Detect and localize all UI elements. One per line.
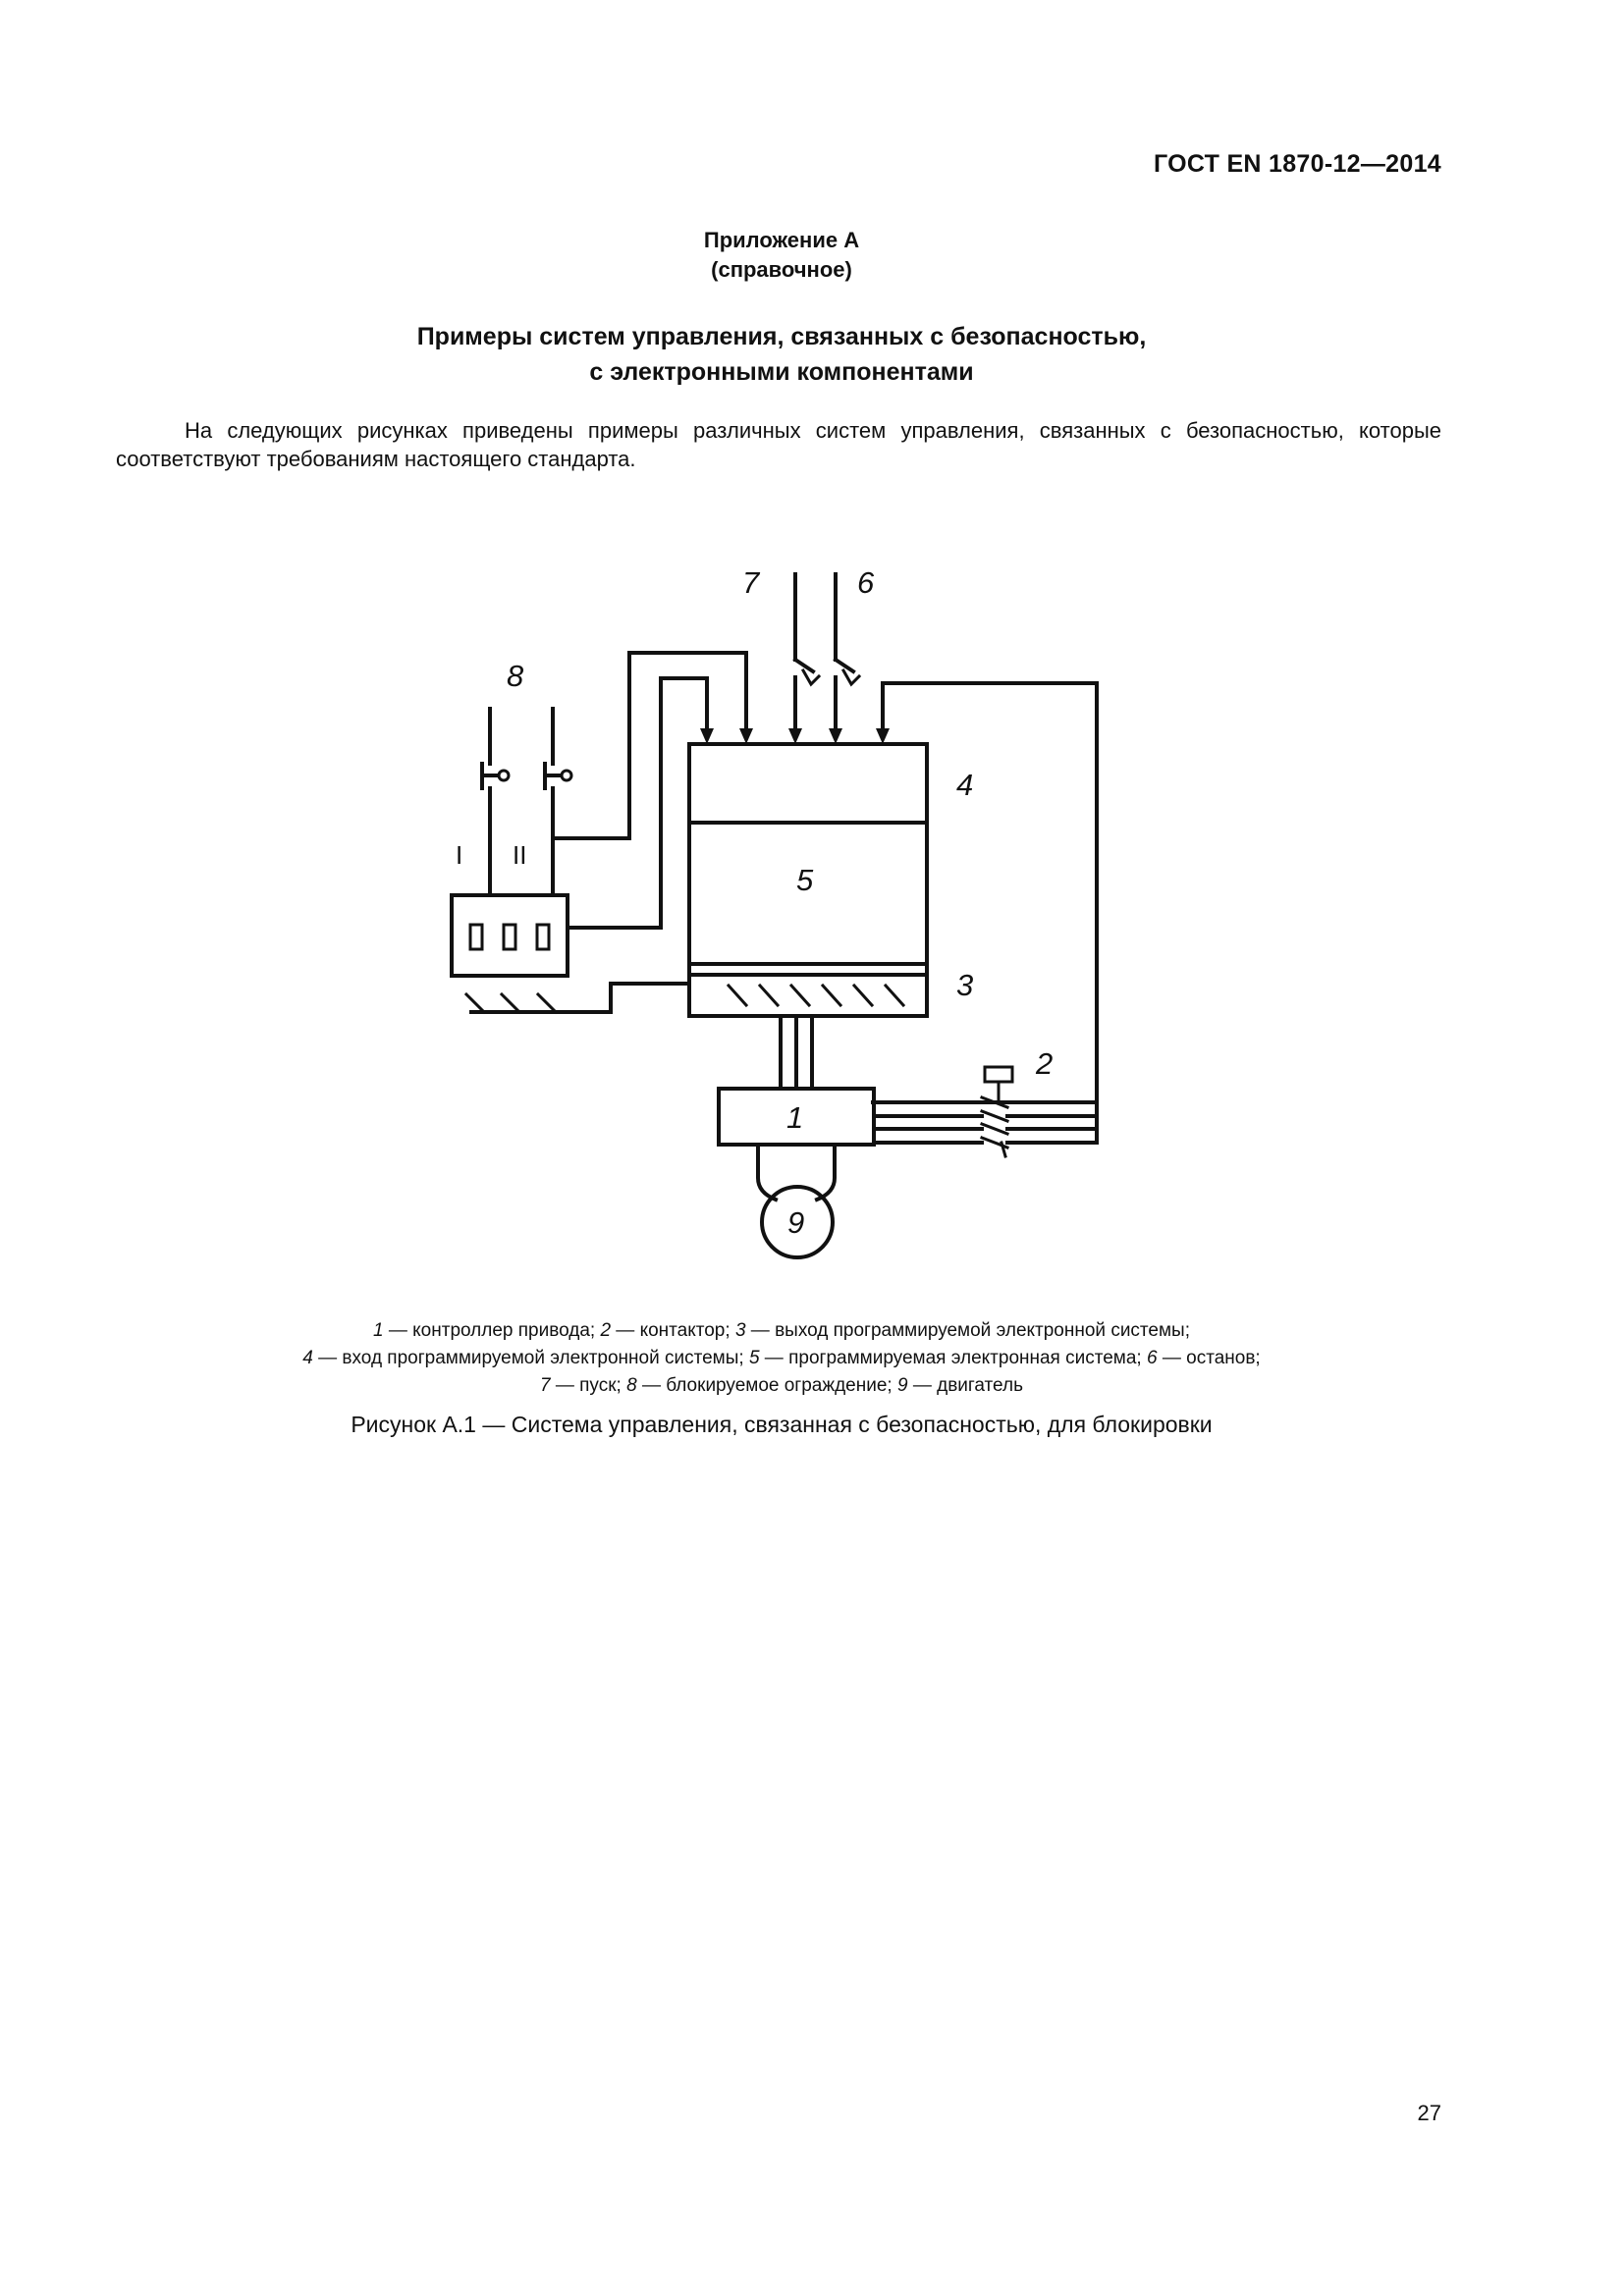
legend-num-9: 9: [896, 1375, 908, 1396]
section-title-line1: Примеры систем управления, связанных с безопасностью,: [416, 323, 1147, 350]
legend-num-5: 5: [748, 1348, 760, 1368]
label-5: 5: [796, 863, 814, 897]
legend-num-1: 1: [373, 1320, 384, 1341]
label-roman-2: II: [513, 840, 527, 870]
legend-num-4: 4: [302, 1348, 313, 1368]
motor-connection-left: [758, 1145, 776, 1200]
arrow-start: [788, 728, 802, 744]
label-7: 7: [742, 565, 760, 600]
legend-num-6: 6: [1147, 1348, 1158, 1368]
contactor-switches: [982, 1097, 1007, 1156]
legend-line-1: [0, 1317, 1563, 1345]
legend-text-8: — блокируемое ограждение;: [636, 1375, 897, 1396]
relay-coil-2: [504, 925, 515, 949]
guard-button-2-contact: [562, 771, 571, 780]
relay-coil-1: [470, 925, 482, 949]
guard-wire-2: [571, 678, 707, 928]
label-1: 1: [786, 1100, 804, 1135]
appendix-title: Приложение А: [703, 228, 860, 252]
figure-legend: [0, 1317, 1563, 1400]
arrow-stop: [829, 728, 842, 744]
output-hatching: [729, 986, 903, 1005]
legend-num-7: 7: [540, 1375, 551, 1396]
stop-break-mark: [843, 670, 859, 684]
label-6: 6: [857, 565, 875, 600]
relay-coil-3: [537, 925, 549, 949]
feedback-wire: [873, 683, 1097, 1102]
arrow-guard-1: [739, 728, 753, 744]
section-title-line2: с электронными компонентами: [589, 358, 974, 386]
arrow-feedback: [876, 728, 890, 744]
intro-text: На следующих рисунках приведены примеры различных систем управления, связанных с безопасностью, которые соответствуют требованиям настоящего стандарта.: [116, 418, 1441, 471]
legend-text-9: — двигатель: [907, 1375, 1023, 1396]
legend-text-7: — пуск;: [550, 1375, 627, 1396]
label-2: 2: [1036, 1046, 1054, 1081]
figure-caption: Рисунок А.1 — Система управления, связанная с безопасностью, для блокировки: [351, 1412, 1213, 1437]
legend-text-3: — выход программируемой электронной системы;: [745, 1320, 1190, 1341]
ground-hatching: [466, 994, 556, 1012]
legend-num-2: 2: [600, 1320, 612, 1341]
legend-num-8: 8: [626, 1375, 637, 1396]
label-4: 4: [956, 768, 974, 802]
motor-connection-right: [817, 1145, 835, 1200]
label-9: 9: [787, 1205, 805, 1240]
guard-button-1-contact: [499, 771, 509, 780]
legend-line-3: [0, 1372, 1563, 1400]
start-break-mark: [803, 670, 819, 684]
legend-line-2: [0, 1345, 1563, 1372]
label-roman-1: I: [456, 840, 463, 870]
page-number: 27: [1417, 2101, 1441, 2125]
legend-text-6: — останов;: [1157, 1348, 1261, 1368]
label-8: 8: [507, 659, 524, 693]
legend-text-4: — вход программируемой электронной системы;: [312, 1348, 749, 1368]
legend-text-5: — программируемая электронная система;: [759, 1348, 1147, 1368]
contactor-coil: [985, 1067, 1012, 1082]
standard-number: ГОСТ EN 1870-12—2014: [1154, 150, 1441, 178]
label-3: 3: [956, 968, 974, 1002]
legend-num-3: 3: [734, 1320, 746, 1341]
arrow-guard-2: [700, 728, 714, 744]
appendix-subtitle: (справочное): [711, 257, 852, 282]
legend-text-2: — контактор;: [611, 1320, 735, 1341]
legend-text-1: — контроллер привода;: [383, 1320, 601, 1341]
